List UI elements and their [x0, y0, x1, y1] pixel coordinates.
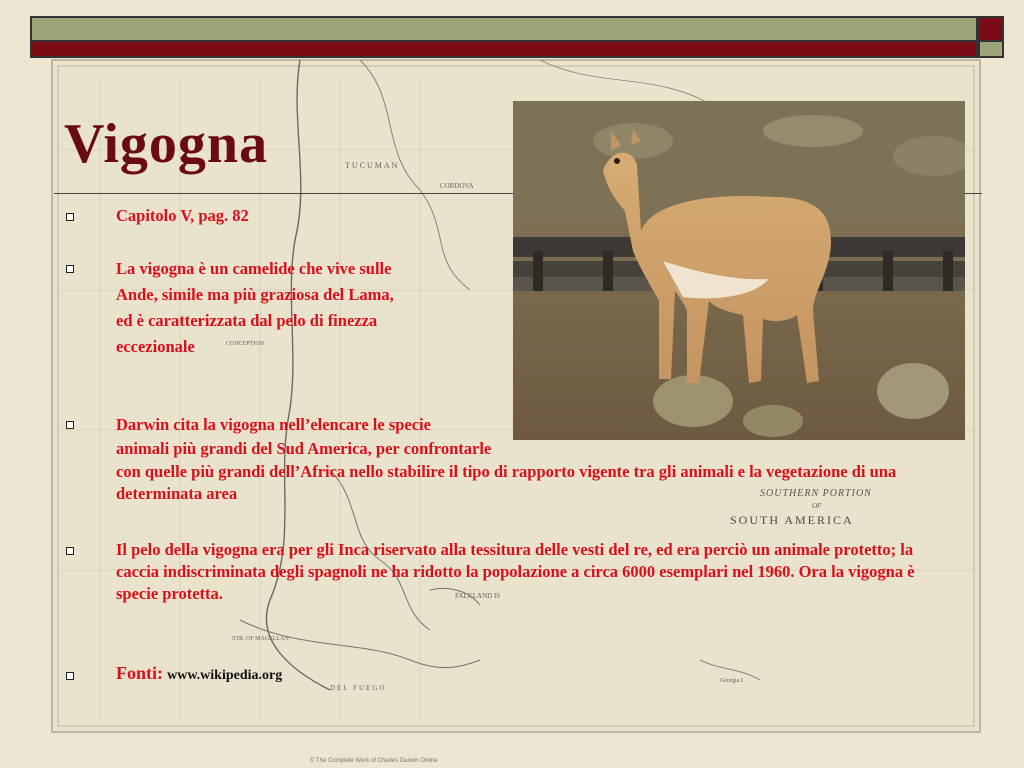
bullet-marker-1	[66, 213, 74, 221]
header-bar-olive	[30, 16, 978, 42]
header-bar-red	[30, 42, 978, 58]
map-label-magellan: STR. OF MAGELLAN	[232, 636, 289, 642]
bullet-3-line-1: Darwin cita la vigogna nell’elencare le specie	[116, 415, 431, 434]
bullet-marker-5	[66, 672, 74, 680]
bullet-1-line-1: Capitolo V, pag. 82	[116, 206, 249, 225]
sources-link[interactable]: www.wikipedia.org	[167, 668, 283, 683]
header-square-red	[978, 16, 1004, 42]
bullet-text-4	[116, 539, 916, 605]
sources-line	[116, 662, 282, 687]
bullet-4-line-1: Il pelo della vigogna era per gli Inca riservato alla tessitura delle vesti del re, ed era perciò un animale protetto; la caccia indiscriminata degli spagnoli ne ha ridotto la popolazione a circa 6000 esemplari nel 1960. Ora la vigogna è specie protetta.	[116, 540, 915, 603]
header-square-olive	[978, 42, 1004, 58]
bullet-2-line-4: eccezionale	[116, 337, 195, 356]
map-title-line3: SOUTH AMERICA	[730, 513, 854, 527]
bullet-text-1	[116, 205, 249, 227]
bullet-3-line-3: con quelle più grandi dell’Africa nello stabilire il tipo di rapporto vigente tra gli animali e la vegetazione di una determinata area	[116, 462, 897, 503]
bullet-marker-4	[66, 547, 74, 555]
map-label-conception: CONCEPTION	[226, 341, 265, 347]
vicuna-photo	[513, 101, 965, 440]
map-label-georgia: Georgia I.	[720, 678, 745, 684]
map-footer: © The Complete Work of Charles Darwin Online	[310, 758, 438, 764]
sources-label: Fonti:	[116, 663, 163, 683]
map-label-cordova: CORDOVA	[440, 182, 474, 190]
map-label-fuego: DEL FUEGO	[330, 684, 387, 692]
bullet-2-line-1: La vigogna è un camelide che vive sulle	[116, 259, 392, 278]
bullet-text-3	[116, 413, 916, 505]
slide-title: Vigogna	[64, 113, 269, 175]
bullet-3-line-2: animali più grandi del Sud America, per confrontarle	[116, 439, 492, 458]
bullet-text-2	[116, 256, 394, 360]
map-title-line2: OF	[812, 502, 822, 510]
map-title-line1: SOUTHERN PORTION	[760, 488, 872, 499]
map-label-tucuman: TUCUMAN	[345, 161, 400, 170]
bullet-marker-2	[66, 265, 74, 273]
bullet-2-line-3: ed è caratterizzata dal pelo di finezza	[116, 311, 378, 330]
map-label-falkland: FALKLAND IS	[455, 592, 501, 600]
bullet-marker-3	[66, 421, 74, 429]
bullet-2-line-2: Ande, simile ma più graziosa del Lama,	[116, 285, 394, 304]
